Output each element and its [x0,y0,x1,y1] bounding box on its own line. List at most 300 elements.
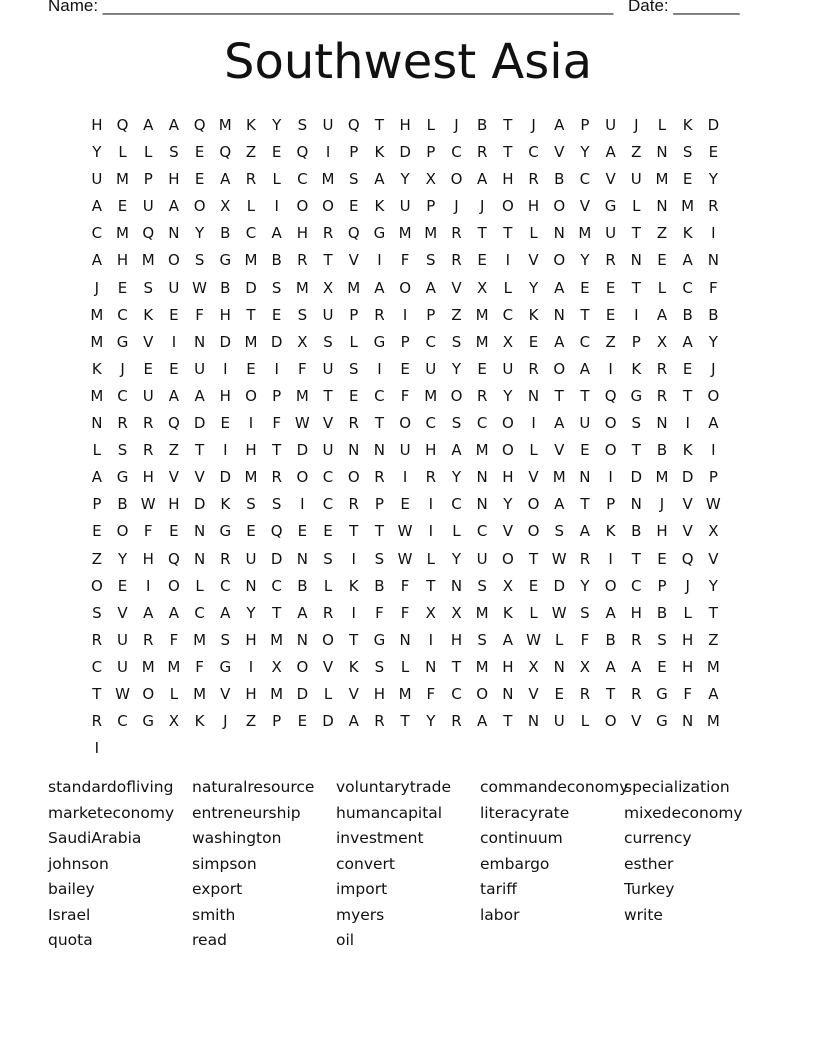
grid-letter: E [657,549,667,568]
grid-letter: C [451,143,462,162]
grid-letter: S [271,278,282,297]
grid-letter: T [503,712,513,731]
grid-letter: E [323,522,333,541]
grid-letter: E [605,305,616,324]
header [48,0,740,16]
grid-letter: L [657,278,667,297]
grid-letter: O [553,197,566,216]
grid-letter: T [503,143,513,162]
grid-letter: F [143,522,153,541]
grid-letter: K [528,305,539,324]
grid-letter: H [245,684,257,703]
grid-letter: N [91,414,103,433]
grid-letter: I [531,414,536,433]
grid-letter: R [143,414,154,433]
grid-letter: M [424,386,438,405]
grid-letter: Q [168,549,180,568]
grid-letter: L [657,116,667,134]
grid-letter: K [194,712,205,731]
grid-letter: T [580,305,590,324]
grid-letter: W [397,549,413,568]
grid-letter: D [681,468,694,487]
grid-letter: C [682,278,693,297]
grid-letter: O [501,549,514,568]
grid-letter: B [656,603,668,622]
grid-letter: A [220,170,231,189]
grid-letter: Y [580,576,590,595]
grid-letter: T [323,386,333,405]
grid-letter: C [322,495,334,514]
grid-letter: A [502,630,513,649]
grid-letter: M [90,332,104,351]
grid-letter: N [682,712,694,731]
grid-letter: I [223,441,228,460]
grid-letter: A [605,603,616,622]
grid-letter: S [323,332,333,351]
grid-letter: E [682,359,693,378]
grid-letter: R [245,170,257,189]
grid-letter: M [244,332,258,351]
grid-letter: J [711,359,716,378]
grid-letter: M [681,197,695,216]
grid-letter: E [580,278,590,297]
grid-letter: Y [580,143,590,162]
grid-letter: F [195,657,204,676]
grid-letter: G [219,522,232,541]
grid-letter: O [193,197,206,216]
grid-letter: T [606,684,616,703]
grid-letter: E [477,359,487,378]
grid-letter: N [296,549,308,568]
grid-letter: G [219,657,232,676]
grid-letter: S [117,441,128,460]
grid-letter: V [682,522,693,541]
grid-letter: D [245,278,257,297]
grid-letter: X [579,657,591,676]
word-list-item: marketeconomy [48,803,175,822]
grid-letter: U [502,359,514,378]
grid-letter: I [377,251,382,270]
grid-letter: C [220,576,231,595]
grid-letter: S [374,549,385,568]
grid-letter: N [168,224,180,243]
grid-letter: I [274,359,279,378]
grid-letter: O [501,441,514,460]
grid-letter: D [270,332,283,351]
grid-letter: N [245,576,257,595]
grid-letter: K [91,359,102,378]
grid-letter: E [271,143,282,162]
grid-letter: S [297,116,308,134]
grid-letter: Q [347,116,360,134]
grid-letter: N [476,468,488,487]
grid-letter: I [171,332,177,351]
word-list-item: quota [48,931,93,949]
grid-letter: G [656,712,668,731]
grid-letter: E [682,170,693,189]
grid-letter: R [631,630,642,649]
grid-letter: J [634,116,639,134]
grid-letter: T [374,116,384,134]
grid-letter: A [708,414,719,433]
grid-letter: Z [91,549,102,568]
grid-letter: H [682,630,694,649]
grid-letter: U [322,441,334,460]
grid-letter: K [348,576,359,595]
grid-letter: J [94,278,100,297]
grid-letter: A [708,684,719,703]
grid-letter: M [706,712,720,731]
word-list-item: Israel [48,905,91,924]
grid-letter: C [117,305,128,324]
grid-letter: U [117,630,129,649]
grid-letter: A [91,251,102,270]
grid-letter: Y [503,495,513,514]
grid-letter: T [400,712,410,731]
grid-letter: F [272,414,281,433]
grid-letter: N [553,657,565,676]
grid-letter: R [579,684,591,703]
grid-letter: H [399,116,411,134]
grid-letter: U [322,305,334,324]
grid-letter: V [322,657,334,676]
grid-letter: J [531,116,536,134]
name-field[interactable]: Name: ______________________________________________________ [48,0,614,15]
grid-letter: E [528,332,539,351]
grid-letter: C [451,495,462,514]
grid-letter: P [708,468,718,487]
grid-letter: L [272,170,281,189]
grid-letter: O [399,414,411,433]
grid-letter: P [349,143,359,162]
grid-letter: S [323,549,333,568]
grid-letter: A [374,278,385,297]
grid-letter: S [194,251,205,270]
grid-letter: T [580,386,590,405]
grid-letter: L [529,441,538,460]
grid-letter: A [554,116,565,134]
grid-letter: R [708,197,719,216]
grid-letter: V [528,468,539,487]
grid-letter: V [528,684,539,703]
word-list-item: tariff [480,880,517,898]
date-field[interactable]: Date: _______ [628,0,740,15]
grid-letter: S [246,495,256,514]
grid-letter: L [632,197,641,216]
grid-letter: O [245,386,257,405]
grid-letter: C [476,522,488,541]
grid-letter: R [631,684,642,703]
grid-letter: U [605,224,617,243]
grid-letter: Y [92,143,102,162]
grid-letter: L [118,143,127,162]
grid-letter: E [605,278,616,297]
grid-letter: F [683,684,692,703]
grid-letter: G [373,630,386,649]
grid-letter: C [631,576,642,595]
grid-letter: U [142,386,154,405]
grid-letter: E [169,522,179,541]
grid-letter: L [323,684,333,703]
grid-letter: O [168,251,180,270]
grid-letter: E [477,251,487,270]
grid-letter: O [90,576,103,595]
grid-letter: A [554,278,565,297]
grid-letter: M [167,657,181,676]
grid-letter: S [580,603,590,622]
grid-letter: T [246,305,256,324]
grid-letter: I [608,549,613,568]
grid-letter: T [374,414,384,433]
grid-letter: P [631,332,641,351]
grid-letter: I [634,305,639,324]
word-list-item: simpson [192,854,257,873]
grid-letter: O [604,441,617,460]
grid-letter: W [115,684,130,703]
grid-letter: G [116,332,129,351]
grid-letter: N [630,251,642,270]
word-list-item: standardofliving [48,778,174,796]
grid-letter: A [451,441,462,460]
grid-letter: I [223,359,228,378]
grid-letter: W [397,522,413,541]
grid-letter: M [655,170,669,189]
grid-letter: V [194,468,205,487]
grid-letter: U [245,549,257,568]
grid-letter: Y [708,576,718,595]
grid-letter: O [604,576,617,595]
word-list-item: naturalresource [192,778,315,796]
grid-letter: O [296,657,309,676]
grid-letter: R [374,712,385,731]
grid-letter: E [92,522,102,541]
grid-letter: V [554,441,565,460]
grid-letter: H [219,305,231,324]
grid-letter: A [554,414,565,433]
grid-letter: A [605,143,616,162]
grid-letter: I [711,441,716,460]
grid-letter: B [477,116,488,134]
grid-letter: Z [245,712,257,731]
grid-letter: S [682,143,693,162]
grid-letter: L [426,549,435,568]
grid-letter: S [631,414,642,433]
grid-letter: U [553,712,565,731]
grid-letter: V [502,522,513,541]
grid-letter: R [528,170,539,189]
word-list-item: investment [336,829,424,847]
grid-letter: O [527,522,540,541]
grid-letter: N [553,305,565,324]
grid-letter: Z [451,305,462,324]
grid-letter: N [450,576,463,595]
grid-letter: S [348,359,359,378]
grid-letter: X [220,197,231,216]
grid-letter: T [631,278,641,297]
grid-letter: H [168,495,180,514]
grid-letter: N [527,712,540,731]
page-title: Southwest Asia [224,34,592,90]
grid-letter: E [271,305,282,324]
grid-letter: W [551,603,567,622]
grid-letter: C [91,224,103,243]
grid-letter: T [349,630,359,649]
grid-letter: N [193,549,206,568]
word-list-item: voluntarytrade [336,778,452,796]
grid-letter: I [608,468,613,487]
grid-letter: U [605,116,617,134]
grid-letter: B [554,170,565,189]
grid-letter: Y [503,386,513,405]
grid-letter: O [501,197,514,216]
grid-letter: X [297,332,308,351]
word-list-item: read [192,931,227,949]
grid-letter: L [195,576,204,595]
grid-letter: E [246,522,256,541]
grid-letter: I [428,495,433,514]
grid-letter: K [502,603,513,622]
grid-letter: C [271,576,282,595]
grid-letter: P [374,495,384,514]
grid-letter: L [452,522,461,541]
grid-letter: T [272,441,282,460]
grid-letter: P [400,332,410,351]
grid-letter: X [708,522,719,541]
grid-letter: P [426,305,436,324]
grid-letter: S [477,576,487,595]
grid-letter: M [244,468,258,487]
grid-letter: E [400,359,410,378]
grid-letter: T [451,657,462,676]
grid-letter: Z [605,332,616,351]
grid-letter: S [348,170,359,189]
grid-letter: C [502,305,514,324]
grid-letter: X [477,278,488,297]
grid-letter: G [656,684,668,703]
grid-letter: S [92,603,102,622]
grid-letter: I [274,197,279,216]
grid-letter: H [91,116,103,134]
grid-letter: U [425,359,437,378]
grid-letter: I [377,359,382,378]
grid-letter: H [630,603,642,622]
grid-letter: V [605,170,616,189]
grid-letter: T [477,224,487,243]
word-list-item: export [192,880,243,898]
grid-letter: A [682,251,693,270]
grid-letter: W [526,630,541,649]
grid-letter: A [194,386,205,405]
word-list-item: continuum [480,829,563,847]
grid-letter: R [605,251,616,270]
grid-letter: L [144,143,153,162]
grid-letter: R [322,224,334,243]
grid-letter: V [528,251,539,270]
grid-letter: C [528,143,539,162]
grid-letter: I [248,414,254,433]
grid-letter: U [117,657,129,676]
word-list-item: mixedeconomy [624,803,743,822]
grid-letter: V [348,251,359,270]
grid-letter: K [682,441,693,460]
grid-letter: C [322,468,334,487]
grid-letter: O [168,576,180,595]
word-list-item: Turkey [624,880,675,898]
grid-letter: N [656,143,668,162]
word-list-item: labor [480,905,520,924]
grid-letter: E [194,170,205,189]
grid-letter: R [451,251,462,270]
grid-letter: S [297,305,308,324]
grid-letter: T [323,251,333,270]
grid-letter: F [400,386,410,405]
grid-letter: Y [708,170,718,189]
grid-letter: D [630,468,643,487]
grid-letter: F [375,603,384,622]
grid-letter: X [502,332,513,351]
grid-letter: B [271,251,282,270]
grid-letter: I [351,603,356,622]
grid-letter: E [348,197,359,216]
grid-letter: T [349,522,359,541]
grid-letter: I [351,549,356,568]
grid-letter: X [656,332,668,351]
grid-letter: T [374,522,384,541]
grid-letter: Y [451,359,462,378]
grid-letter: U [476,549,488,568]
grid-letter: I [505,251,511,270]
grid-letter: T [554,386,564,405]
grid-letter: U [322,116,334,134]
grid-letter: C [91,657,103,676]
grid-letter: Z [631,143,642,162]
grid-letter: A [348,712,359,731]
grid-letter: T [708,603,718,622]
grid-letter: C [117,386,128,405]
grid-letter: N [348,441,360,460]
grid-letter: Q [270,522,283,541]
grid-letter: A [554,495,565,514]
grid-letter: R [348,414,359,433]
grid-letter: M [295,386,309,405]
grid-letter: R [91,630,103,649]
grid-letter: C [425,332,437,351]
grid-letter: G [373,332,386,351]
grid-letter: H [245,441,257,460]
grid-letter: E [528,576,539,595]
letter-grid [84,115,726,765]
grid-letter: Y [451,549,462,568]
grid-letter: A [168,386,180,405]
grid-letter: H [142,549,154,568]
grid-letter: I [248,657,254,676]
grid-letter: A [91,197,102,216]
grid-letter: L [169,684,179,703]
grid-letter: A [220,603,231,622]
grid-letter: E [554,684,564,703]
grid-letter: T [528,549,539,568]
grid-letter: Y [117,549,128,568]
grid-letter: V [117,603,128,622]
grid-letter: E [169,305,179,324]
grid-letter: Q [296,143,309,162]
grid-letter: P [143,170,153,189]
grid-letter: X [451,603,462,622]
grid-letter: H [527,197,540,216]
grid-letter: X [425,603,436,622]
grid-letter: O [322,630,334,649]
grid-letter: F [580,630,590,649]
